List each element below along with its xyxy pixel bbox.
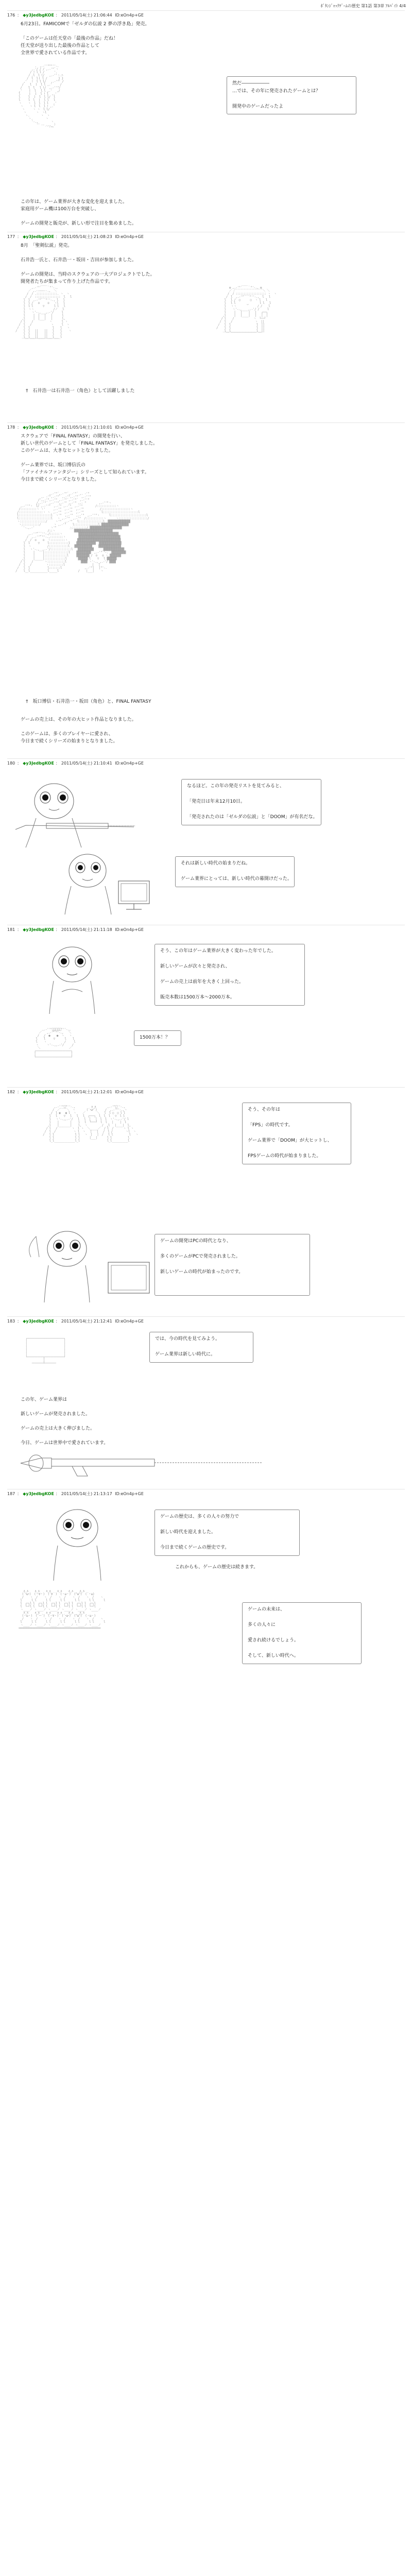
post-date: 2011/05/14(土) 21:12:01	[61, 1090, 112, 1094]
ascii-art-characters-left: ,.-'"´￣￣｀"'-., ／ ,.--―――--., ＼ / / .:::::::::::::. ヽ ヽ / / :::::::::::::::: l l l l ,.-'"ﾞﾞﾞ"''-., l l l l / o o ヽl l l l l ▽ l l l l ヽヽ /ノ l l ヽ'-.,___,.-'/ l l | | | | l ,l | |___| | l, / l / ヽ l ヽ / l / ヽ l ヽ / l l l l ヽ / l l || || l l ヽ l l || || l l l__l___||____||___l____l ￣￣￣￣￣￣￣￣￣￣￣￣￣	[15, 286, 72, 342]
post-176	[7, 10, 405, 19]
post-187	[7, 1489, 405, 1497]
post-header: 177 ： ◆y3JedbgKOE ： 2011/05/14(土) 21:08:23 ID:eOn4p+GE	[7, 232, 405, 240]
ascii-art-crowd: ∧_∧ ∧_∧ ∧_∧ ∧_∧ ∧_∧ ∧_∧ (´･ω･) (・∀・) (´∀｀) (・ω・) (^ω^) (´・ω) / ヽ / ヽ / ヽ / ヽ / ヽ / ヽ l l l l l l l l l l l l l ┌─┐l l ┌─┐l l ┌─┐l l ┌─┐l l ┌─┐l l ┌─┐l l └─┘l l └─┘l l └─┘l l └─┘l l └─┘l l └─┘l ヽ____ノ ヽ____ノ ヽ____ノ ヽ____ノ ヽ____ノ ヽ____ノ ∧_∧ ∧_∧ ∧_∧ ∧_∧ ∧_∧ ∧_∧ (・ω・) (´ー`) (・∀・) (´･ω･) (^ω^) (・ω・) / ヽ / ヽ / ヽ / ヽ / ヽ / ヽ l l l l l l l l l l l l ヽ____ノ ヽ____ノ ヽ____ノ ヽ____ノ ヽ____ノ ヽ____ノ ═══════════════════════════════════════════════════	[19, 1589, 106, 1630]
post-number[interactable]: 177	[7, 234, 15, 239]
post-number[interactable]: 182	[7, 1090, 15, 1094]
poster-id[interactable]: ID:eOn4p+GE	[115, 425, 144, 430]
poster-name[interactable]: ◆y3JedbgKOE	[23, 761, 54, 766]
post-body: 6月23日。FAMICOMで「ゼルダの伝説 2 夢の浮き島」発売。 「このゲームは任天堂の「最後の作品」だね！ 任天堂が送り出した最後の作品として 全世界で愛されている作品です。	[21, 22, 150, 56]
poster-name[interactable]: ◆y3JedbgKOE	[23, 425, 54, 430]
character-closing	[31, 1504, 134, 1582]
speech-bubble: そう、この年はゲーム業界が大きく変わった年でした。 新しいゲームが次々と発売され、 ゲームの売上は前年を大きく上回った。 販売本数は1500万本～2000万本。	[154, 944, 305, 1006]
speech-bubble: 然だ―――――― …では、その年に発売されたゲームとは？ 開発中のゲームだったよ	[227, 76, 356, 114]
ascii-art-monitor: ┌───────────────────────┐ │ │ │ │ │ │ │ │ │ │ └──────────┬────────────┘ │ ───────┴───────	[25, 1337, 66, 1365]
post-182	[7, 1087, 405, 1095]
post-date: 2011/05/14(土) 21:12:41	[61, 1319, 112, 1324]
character-with-tv	[52, 850, 154, 917]
post-body-2: ゲームの売上は、その年の大ヒット作品となりました。 このゲームは、多くのプレイヤーに愛され、 今日まで続くシリーズの始まりとなりました。	[21, 717, 136, 744]
post-date: 2011/05/14(土) 21:10:01	[61, 425, 112, 430]
speech-bubble: では、今の時代を見てみよう。 ゲーム業界は新しい時代に。	[149, 1332, 253, 1363]
caption: † 坂口博信・石井浩一・坂田（角色）と、FINAL FANTASY	[26, 699, 151, 704]
ascii-art-scene: ,.-'"´,.-'"´,.-'"´ ,. -'" ,. -'",.-'"´ ,.-'",.-'"´ ,.-''" /',.-'",.-'" ,.-'"´,.-'"´ ,.-''" /,.-'"´ ,.-''",.-'" ,.-'" ,.- " ,.-''"ヽ ,.-''"ヽ l/ ,.-''" ,.-'" ,.-'" ,.-'" /::::::::::::ヽ /::::::::::ヽ ヽ' ,.-'" ,.-'" ,.-'" /::::::::::::::::::ヽ /:::::::::::::::ヽ ヽ ,.-'" ,.-'" ,.-'" l::::::::::::::::::::::l l::::::::::::::::::::l ヽ'" ,.-'" ,.-'" ,.-''"ヽ l::::::::::::::::::::::l l::::::::::::::::::::l ヽ ,.-'" ,.-'" /:::::::::::ヽ ヽ::::::::::::::::::/ ヽ::::::::::::::::/ ヽ'" ,.-'" l:::::::::::::::l ▓▓▓▓▓▓▓▓▓▓▓▓▓▓ ヽ:::::::::::/ ヽ ,.-'" l:::::::::::::::l ▓▓▓▓▓▓▓▓▓▓▓▓▓▓▓▓▓ ｀'-.,.-' ヽ'" ヽ:::::::::/ ▓▓▓▓▓▓▓▓▓▓▓▓▓▓▓▓▓▓▓▓ /::ヽ ￣ ▓▓▓▓▓▓▓▓▓▓▓▓▓▓▓▓▓▓▓▓▓▓▓▓ ,.-''"ﾞﾞﾞ''-./::::::ヽ ▓▓▓▓▓▓▓▓▓▓▓▓▓▓▓▓▓▓▓▓▓▓▓▓▓ / ,.-''"ﾞ"'-.,::::::::ヽ ▓▓▓▓▓▓▓▓▓▓▓▓▓▓▓▓▓▓▓▓▓▓▓▓▓▓ / / o o ヽ:::::::::ヽ ▓▓▓▓▓▓▓▓▓▓▓▓▓▓▓▓▓▓▓▓▓▓▓▓▓▓▓ l l ▽ l::::::::::::l ▓▓▓▓▓▓▓▓▓▓▓▓ ▓▓▓▓▓▓▓▓▓▓▓▓▓▓ l ヽ /::::::::::::l ▓▓▓▓▓▓▓▓▓▓▓ ▓▓▓▓▓▓▓▓▓▓▓▓▓▓ l ヽ'-.,__,.-'/:::::::::::::l ▓▓▓▓▓▓▓▓▓▓ ▓▓▓▓▓▓▓▓▓▓▓▓▓ l | |:::::::::::::::l ▓▓▓▓▓▓▓▓▓ ,.-'"ﾞ'-. ▓▓▓▓▓▓▓▓▓ l | |::::::::::::::l ▓▓▓▓▓▓▓▓ / o o ヽ ▓▓▓▓▓▓▓ ,l |_____|:::::::::::::l ▓▓▓▓▓▓ l ▽ l ▓▓▓▓▓▓ / l / ヽ:::::::::::l ▓▓▓▓ ヽ'-.,_,.-'/ ▓▓▓▓ / l / ヽ:::::::::l | | / l l l:::::::l ,.-'"| |"'-. / l__l___________l_____l / |___| ヽ	[15, 492, 149, 573]
post-number[interactable]: 183	[7, 1319, 15, 1324]
speech-bubble: そう、その年は 「FPS」の時代です。 ゲーム業界で「DOOM」が大ヒットし、 FPSゲームの時代が始まりました。	[242, 1103, 351, 1164]
post-177	[7, 232, 405, 240]
character-with-rifle	[15, 778, 139, 850]
post-date: 2011/05/14(土) 21:06:44	[61, 13, 112, 18]
post-number[interactable]: 178	[7, 425, 15, 430]
post-date: 2011/05/14(土) 21:10:41	[61, 761, 112, 766]
post-number[interactable]: 187	[7, 1492, 15, 1496]
poster-id[interactable]: ID:eOn4p+GE	[115, 761, 144, 766]
speech-bubble-2: 1500万本！？	[134, 1030, 181, 1046]
poster-name[interactable]: ◆y3JedbgKOE	[23, 234, 54, 239]
poster-id[interactable]: ID:eOn4p+GE	[115, 234, 144, 239]
post-body: 8月 「聖剣伝説」発売。 石井浩一氏と、石井浩一・坂田・吉田が参加しました。 ゲームの開発は、当時のスクウェアの一大プロジェクトでした。 開発者たちが集まって作り上げた作品です。	[21, 243, 155, 284]
poster-id[interactable]: ID:eOn4p+GE	[115, 927, 144, 932]
poster-name[interactable]: ◆y3JedbgKOE	[23, 1319, 54, 1324]
poster-id[interactable]: ID:eOn4p+GE	[115, 13, 144, 18]
post-date: 2011/05/14(土) 21:11:18	[61, 927, 112, 932]
post-header: 180 ： ◆y3JedbgKOE ： 2011/05/14(土) 21:10:41 ID:eOn4p+GE	[7, 758, 405, 767]
character-thinking	[31, 943, 134, 1015]
post-178	[7, 422, 405, 431]
rifle-drawing	[21, 1448, 268, 1479]
post-body: これからも、ゲームの歴史は続きます。	[175, 1565, 259, 1570]
post-number[interactable]: 180	[7, 761, 15, 766]
post-body: この年、ゲーム業界は 新しいゲームが発売されました。 ゲームの売上は大きく伸びました。 今日、ゲームは世界中で愛されています。	[21, 1397, 109, 1446]
post-header: 182 ： ◆y3JedbgKOE ： 2011/05/14(土) 21:12:01 ID:eOn4p+GE	[7, 1087, 405, 1095]
speech-bubble: ゲームの歴史は、多くの人々の努力で 新しい時代を迎えました。 今日まで続くゲームの歴史です。	[154, 1510, 300, 1556]
post-header: 176 ： ◆y3JedbgKOE ： 2011/05/14(土) 21:06:44 ID:eOn4p+GE	[7, 10, 405, 19]
ascii-art-reaction: ,.-''"ﾞﾞﾞﾞﾞ"''-., ／ ,.-'"ﾞ"'-., ＼ / / ● ● ヽ ヽ l l ▽ l l l ヽ / l ヽ ヽ'-.,,.-'/ / ＼ ／ ┌──────────────────────┐ │ │ └──────────────────────┘	[34, 1028, 76, 1059]
post-180	[7, 758, 405, 767]
poster-id[interactable]: ID:eOn4p+GE	[115, 1492, 144, 1496]
post-number[interactable]: 176	[7, 13, 15, 18]
page-header: ﾎﾞﾀﾝｼﾞｬｯｸｹﾞｰﾑの歴史 第1話 第3章 ｱﾙﾊﾞｲﾄ 4/4	[320, 4, 406, 8]
ascii-art-group: ,.-''"ﾞ"''-., ∧_∧ ,.-'"ﾞ''-., / ／ﾞﾞﾞﾞ＼ ヽ (´･ω･`) / ,.-'"'-.,ヽ / l ◉ ◉ l ヽ ／ ＼ l l ○ ○ l l l l ▽ l l l ┌───┐ l l l ▽ l l l ヽ'-.,,.-'/ l l │ │ l l ヽ'-.,.-'/ l l | | l l └───┘ l l | | l ,l |_______| l, ヽ / ,l |____| l, / l / ヽ l ヽ ＼_____／ / l / ヽ l ヽ / l / ヽ l ヽ | | / l / ヽl ヽ / l l l l ヽ | | / l l l ヽ l l l l |___| l l l l_l_____________l_l l_l__________l	[43, 1105, 139, 1143]
post-body: スクウェアで「FINAL FANTASY」の開発を行い、 新しい世代のゲームとして「FINAL FANTASY」を発売しました。 このゲームは、大きなヒットとなりました。 ゲーム業界では、坂口博信氏の 「ファイナルファンタジー」シリーズとして知られています。 今日まで続くシリーズとなりました。	[21, 434, 158, 482]
speech-bubble-2: ゲームの未来は、 多くの人々に 愛され続けるでしょう。 そして、新しい時代へ。	[242, 1602, 362, 1664]
post-header: 183 ： ◆y3JedbgKOE ： 2011/05/14(土) 21:12:41 ID:eOn4p+GE	[7, 1316, 405, 1325]
poster-name[interactable]: ◆y3JedbgKOE	[23, 1090, 54, 1094]
post-183	[7, 1316, 405, 1325]
speech-bubble-2: ゲームの開発はPCの時代となり、 多くのゲームがPCで発売されました。 新しいゲームの時代が始まったのです。	[154, 1234, 310, 1296]
post-date: 2011/05/14(土) 21:08:23	[61, 234, 112, 239]
ascii-art-hand: . ,.-''"""''-. ,.'/ / / ,.-'"`ヽ / ! l l / '. / .l l !/ ,.-''ヽ.ﾍ / l lｌ l / } } ,' ! l l l/ ,.-'"' / / l ｌ l l ,.' / / l l l !/ ,.-''"/ ,' ｌ l l l ,.' ,/ l ｌ ｌ l ! l ,.' l l ｌ l l l/ l l l l ｌ l l l ヽ ヽ l l l l ,' ヽ ヽ l l l ! ,.' ヽ ヽ ヽ l l/ ヽ ヽ ヽl ヽ. ヽ ヽ ヽ. ヽ '-., ヽ '' ‐- ..,_ ） ｀ﾞ''"	[19, 64, 64, 130]
speech-bubble-2: それは新しい時代の始まりだね。 ゲーム業界にとっては、新しい時代の幕開けだった。	[175, 856, 295, 887]
post-body-2: この年は、ゲーム業界が大きな変化を迎えました。 家庭用ゲーム機は100万台を突破し、 ゲームの開発と販売が、新しい形で注目を集めました。	[21, 199, 137, 226]
post-number[interactable]: 181	[7, 927, 15, 932]
post-header: 181 ： ◆y3JedbgKOE ： 2011/05/14(土) 21:11:18 ID:eOn4p+GE	[7, 925, 405, 933]
post-header: 187 ： ◆y3JedbgKOE ： 2011/05/14(土) 21:13:17 ID:eOn4p+GE	[7, 1489, 405, 1497]
poster-name[interactable]: ◆y3JedbgKOE	[23, 1492, 54, 1496]
poster-id[interactable]: ID:eOn4p+GE	[115, 1090, 144, 1094]
poster-name[interactable]: ◆y3JedbgKOE	[23, 927, 54, 932]
characters-pair	[21, 1226, 154, 1303]
poster-name[interactable]: ◆y3JedbgKOE	[23, 13, 54, 18]
post-header: 178 ： ◆y3JedbgKOE ： 2011/05/14(土) 21:10:01 ID:eOn4p+GE	[7, 422, 405, 431]
post-181	[7, 925, 405, 933]
caption: † 石井浩一は石井浩一（角色）として活躍しました	[26, 388, 135, 394]
ascii-art-characters-right: ✿ ,.-'"´￣￣｀"'-., ✿ ／ /ﾞﾞﾞﾞﾞﾞﾞﾞﾞﾞﾞﾞﾞﾞﾞﾞﾞﾞ＼ ＼ / / ::::::::::::::::::: ヽ ヽ / l ,.-'"ﾞﾞﾞﾞ"''-., l l l l / ○ ○ ヽ l l l l l ‿ l l l l ヽヽ / / l l ヽ'-.,____,.-'/ / l l | | | | ┌──┐ ,l | |____| | │ │ / l / ヽ └──┘ / l / ヽ || / l l l || / l l l || l__l________________l__|| ￣￣￣￣￣￣￣￣￣￣￣￣￣￣	[216, 286, 277, 336]
poster-id[interactable]: ID:eOn4p+GE	[115, 1319, 144, 1324]
post-date: 2011/05/14(土) 21:13:17	[61, 1492, 112, 1496]
speech-bubble: なるほど。この年の発売リストを見てみると、 「発売日は年末12月10日。 「発売されたのは「ゼルダの伝説」と「DOOM」が有名だな。	[181, 779, 321, 825]
